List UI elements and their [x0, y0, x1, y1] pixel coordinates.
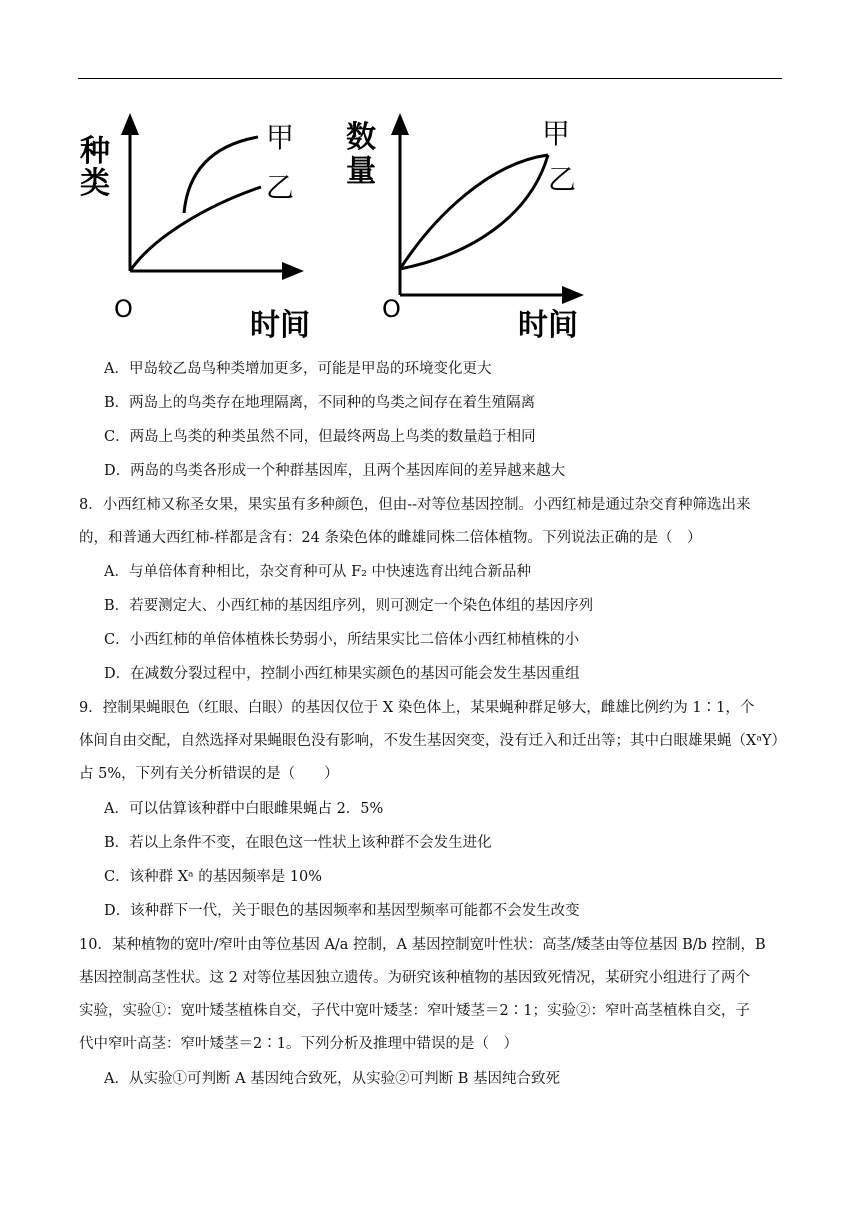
q8-option-b: B．若要测定大、小西红柿的基因组序列，则可测定一个染色体组的基因序列: [104, 598, 594, 614]
curve-yi-label: 乙: [548, 163, 577, 196]
q9-stem-line-3: 占 5%，下列有关分析错误的是（ ）: [79, 766, 339, 782]
curve-yi-label: 乙: [266, 171, 295, 204]
y-label-char-2: 类: [80, 166, 110, 201]
q9-option-b: B．若以上条件不变，在眼色这一性状上该种群不会发生进化: [104, 835, 492, 851]
curve-jia: [400, 155, 548, 269]
q9-stem-line-1: 9．控制果蝇眼色（红眼、白眼）的基因仅位于 X 染色体上，某果蝇种群足够大，雌雄比例约为 1∶1，个: [79, 700, 755, 716]
q7-option-d: D．两岛的鸟类各形成一个种群基因库，且两个基因库间的差异越来越大: [104, 463, 566, 479]
q10-option-a: A．从实验①可判断 A 基因纯合致死，从实验②可判断 B 基因纯合致死: [104, 1071, 561, 1087]
species-graph: [78, 105, 318, 345]
curve-yi: [400, 155, 548, 269]
x-axis-arrow-icon: [282, 262, 304, 280]
y-label-char-1: 数: [346, 120, 376, 155]
q9-stem-line-2: 体间自由交配，自然选择对果蝇眼色没有影响，不发生基因突变，没有迁入和迁出等；其中白眼雄果蝇（XᵃY）: [79, 733, 786, 749]
q9-option-a: A．可以估算该种群中白眼雌果蝇占 2．5%: [104, 801, 384, 817]
y-axis-arrow-icon: [391, 113, 409, 135]
q10-stem-line-2: 基因控制高茎性状。这 2 对等位基因独立遗传。为研究该种植物的基因致死情况，某研究小组进行了两个: [79, 970, 750, 986]
q8-option-c: C．小西红柿的单倍体植株长势弱小，所结果实比二倍体小西红柿植株的小: [104, 632, 580, 648]
y-label-char-2: 量: [346, 154, 376, 189]
q8-stem-line-2: 的，和普通大西红柿-样都是含有：24 条染色体的雌雄同株二倍体植物。下列说法正确的是（ ）: [79, 530, 702, 546]
q8-stem-line-1: 8．小西红柿又称圣女果，果实虽有多种颜色，但由--对等位基因控制。小西红柿是通过杂交育种筛选出来: [79, 497, 751, 513]
origin-label: O: [114, 295, 133, 323]
q10-stem-line-3: 实验，实验①：宽叶矮茎植株自交，子代中宽叶矮茎：窄叶矮茎＝2∶1；实验②：窄叶高茎植株自交，子: [79, 1003, 750, 1019]
q10-stem-line-4: 代中窄叶高茎：窄叶矮茎＝2∶1。下列分析及推理中错误的是（ ）: [79, 1036, 518, 1052]
curve-yi: [130, 187, 261, 271]
q9-option-d: D．该种群下一代，关于眼色的基因频率和基因型频率可能都不会发生改变: [104, 903, 580, 919]
y-axis-arrow-icon: [121, 113, 139, 135]
y-label-char-1: 种: [80, 134, 110, 169]
x-label: 时间: [250, 308, 310, 343]
curve-jia-label: 甲: [266, 121, 295, 154]
q8-option-a: A．与单倍体育种相比，杂交育种可从 F₂ 中快速选育出纯合新品种: [104, 564, 532, 580]
figure-species-over-time: [78, 105, 318, 345]
x-axis-arrow-icon: [562, 286, 584, 304]
q7-option-a: A．甲岛较乙岛鸟种类增加更多，可能是甲岛的环境变化更大: [104, 361, 492, 377]
quantity-graph: [340, 105, 600, 345]
q8-option-d: D．在减数分裂过程中，控制小西红柿果实颜色的基因可能会发生基因重组: [104, 666, 580, 682]
q7-option-c: C．两岛上鸟类的种类虽然不同，但最终两岛上鸟类的数量趋于相同: [104, 429, 536, 445]
figure-quantity-over-time: [340, 105, 600, 345]
q7-option-b: B．两岛上的鸟类存在地理隔离，不同种的鸟类之间存在着生殖隔离: [104, 395, 536, 411]
q10-stem-line-1: 10．某种植物的宽叶/窄叶由等位基因 A/a 控制，A 基因控制宽叶性状：高茎/矮茎由等位基因 B/b 控制，B: [79, 937, 766, 953]
curve-jia-label: 甲: [542, 117, 571, 150]
x-label: 时间: [518, 308, 578, 343]
q9-option-c: C．该种群 Xᵃ 的基因频率是 10%: [104, 869, 323, 885]
header-rule: [78, 78, 782, 79]
origin-label: O: [382, 295, 401, 323]
